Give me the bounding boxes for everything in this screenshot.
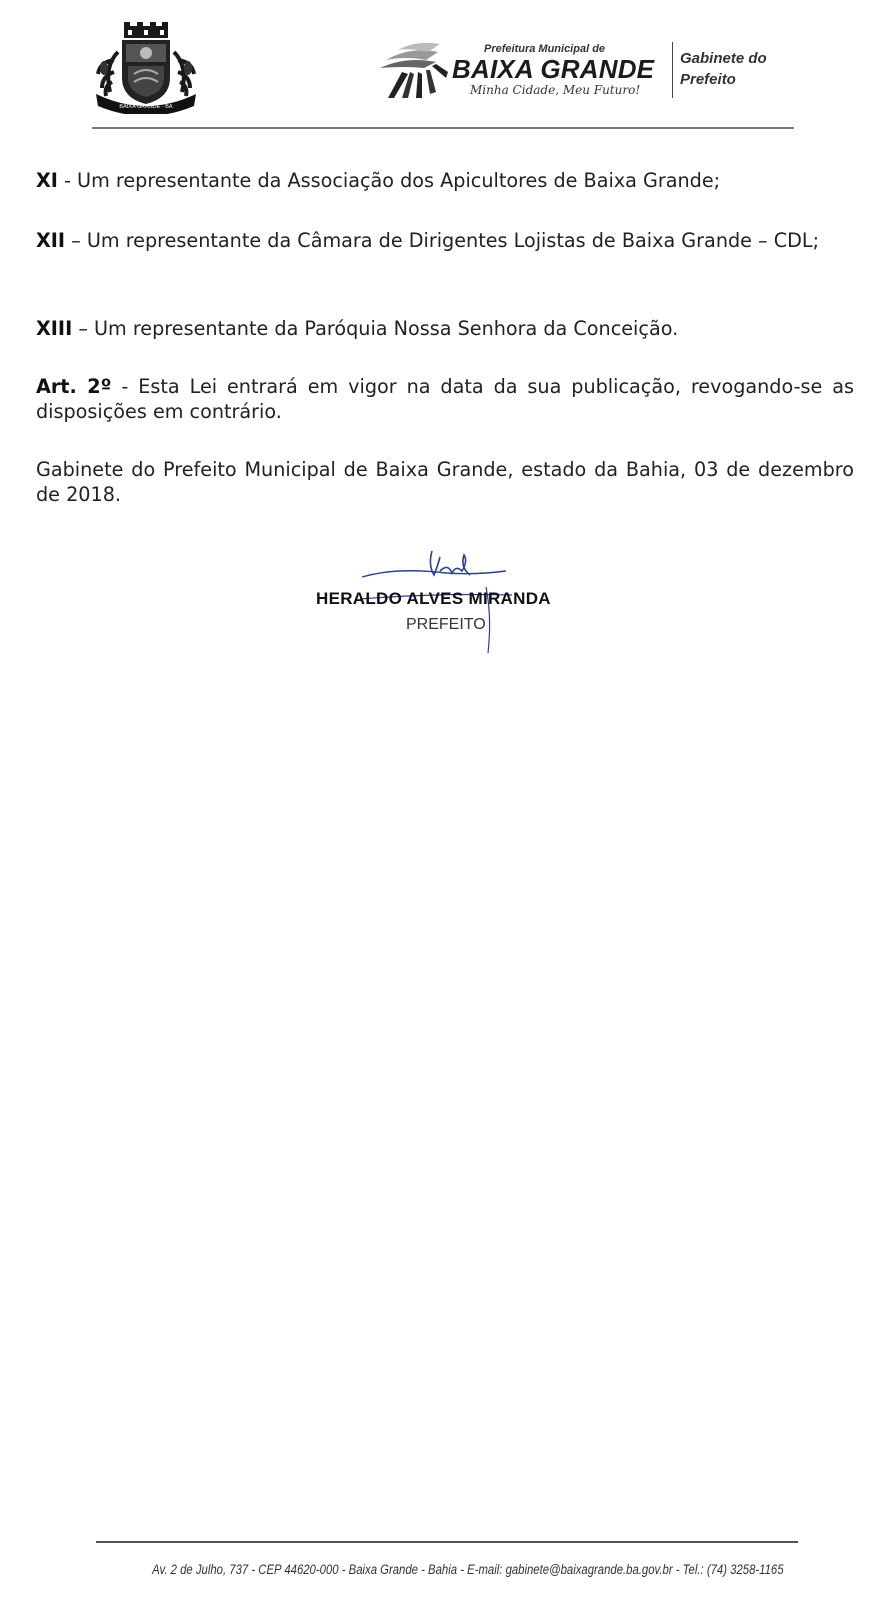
header-separator <box>672 42 673 98</box>
municipal-crest-logo <box>90 22 202 114</box>
paragraph-xii <box>36 228 854 253</box>
city-slogan: Minha Cidade, Meu Futuro! <box>470 83 641 97</box>
city-name: BAIXA GRANDE <box>452 54 655 84</box>
item-number-xiii: XIII <box>36 317 73 340</box>
closing-paragraph: Gabinete do Prefeito Municipal de Baixa Grande, estado da Bahia, 03 de dezembro de 2018. <box>36 458 854 506</box>
paragraph-xiii <box>36 316 854 341</box>
prefeitura-fan-logo <box>376 38 450 100</box>
paragraph-xi <box>36 168 854 193</box>
article-text: - Esta Lei entrará em vigor na data da sua publicação, revogando-se as disposições em contrário. <box>36 375 854 423</box>
footer-contact-line: Av. 2 de Julho, 737 - CEP 44620-000 - Baixa Grande - Bahia - E-mail: gabinete@baixagrande.ba.gov.br - Tel.: (74) 3258-1165 <box>152 1562 784 1577</box>
item-number-xii: XII <box>36 229 66 252</box>
paragraph-article-2 <box>36 374 854 424</box>
item-text-xii: – Um representante da Câmara de Dirigentes Lojistas de Baixa Grande – CDL; <box>65 229 820 252</box>
item-text-xi: - Um representante da Associação dos Apicultores de Baixa Grande; <box>57 169 721 192</box>
signer-name: HERALDO ALVES MIRANDA <box>316 589 551 608</box>
item-number-xi: XI <box>36 169 58 192</box>
crest-banner-text: BAIXA GRANDE - BA <box>119 104 173 110</box>
signer-role: PREFEITO <box>406 616 486 633</box>
header-divider <box>92 127 794 129</box>
article-label: Art. 2º <box>36 375 112 398</box>
office-title-line2: Prefeito <box>680 71 736 88</box>
office-title <box>680 48 767 90</box>
prefeitura-municipal-label: Prefeitura Municipal de <box>484 43 606 55</box>
footer-divider <box>96 1541 798 1543</box>
item-text-xiii: – Um representante da Paróquia Nossa Senhora da Conceição. <box>72 317 679 340</box>
office-title-line1: Gabinete do <box>680 50 767 67</box>
